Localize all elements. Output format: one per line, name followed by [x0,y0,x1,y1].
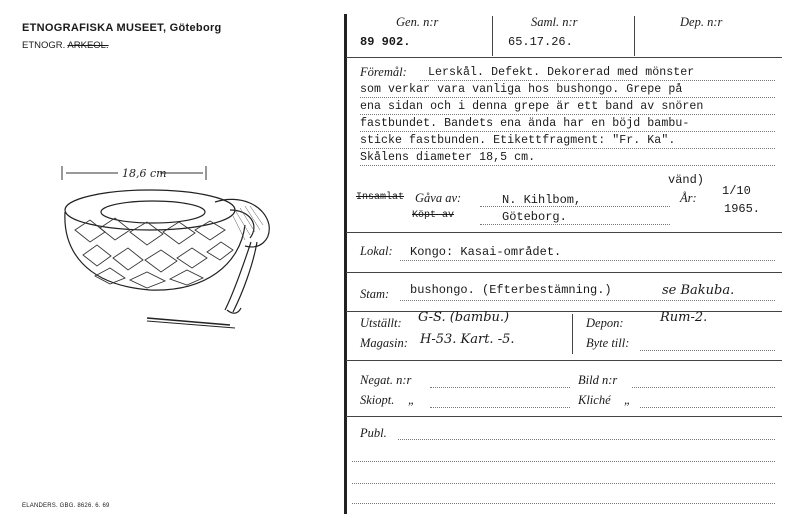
donor-city: Göteborg. [502,210,567,224]
department-line [22,40,109,51]
card-divider [344,14,347,514]
bild-label: Bild n:r [578,373,618,387]
section-line [346,360,782,361]
dotted-rule [632,387,775,388]
museum-title: ETNOGRAFISKA MUSEET, Göteborg [22,22,222,34]
utstallt-label: Utställt: [360,316,402,330]
negat-label: Negat. n:r [360,373,412,387]
skiopt-label: Skiopt. [360,393,395,407]
dotted-rule [430,407,570,408]
ar-value: 1/10 [722,184,751,198]
column-divider [492,16,493,56]
saml-number-value: 65.17.26. [508,35,573,49]
dotted-rule [360,165,775,166]
stam-handwritten: se Bakuba. [662,283,735,298]
dotted-rule [360,148,775,149]
insamlat-struck: Insamlat [356,192,405,203]
dotted-rule [480,206,670,207]
ar-note: vänd) [668,173,705,187]
skiopt-ditto: „ [408,393,415,407]
description-line: ena sidan och i denna grepe är ett band av snören [360,100,704,113]
gen-number-value: 89 902. [360,35,411,49]
dotted-rule [360,114,775,115]
utstallt-handwritten: G-S. (bambu.) [418,310,510,325]
byte-label: Byte till: [586,336,630,350]
dotted-rule [430,387,570,388]
column-divider [572,314,573,354]
section-line [346,416,782,417]
dotted-rule [352,483,775,484]
kliche-ditto: „ [624,393,631,407]
column-divider [634,16,635,56]
magasin-label: Magasin: [360,336,408,350]
dotted-rule [420,80,775,81]
dotted-rule [360,97,775,98]
section-line [346,311,782,312]
description-line: Lerskål. Defekt. Dekorerad med mönster [428,66,695,79]
dotted-rule [352,503,775,504]
kliche-label: Kliché [578,393,611,407]
bowl-sketch [55,180,295,345]
section-line [346,232,782,233]
saml-number-label: Saml. n:r [531,15,578,29]
dotted-rule [360,131,775,132]
section-line [346,57,782,58]
dotted-rule [480,224,670,225]
gen-number-label: Gen. n:r [396,15,439,29]
lokal-value: Kongo: Kasai-området. [410,245,562,259]
kopt-av-struck: Köpt av [412,210,455,221]
depon-handwritten: Rum-2. [660,310,708,325]
section-line [346,272,782,273]
measurement-annotation [60,160,210,182]
description-line: Skålens diameter 18,5 cm. [360,151,536,164]
measurement-text: 18,6 cm [122,167,167,180]
description-line: som verkar vara vanliga hos bushongo. Grepe på [360,83,683,96]
department-struck: ARKEOL. [67,40,109,51]
dep-number-label: Dep. n:r [680,15,723,29]
dotted-rule [640,407,775,408]
magasin-handwritten: H-53. Kart. -5. [420,332,515,347]
stam-label: Stam: [360,287,390,301]
foremal-label: Föremål: [360,65,407,79]
lokal-label: Lokal: [360,244,393,258]
dotted-rule [352,461,775,462]
ar-label: År: [680,191,697,205]
dotted-rule [640,350,775,351]
year-value: 1965. [724,202,761,216]
stam-value: bushongo. (Efterbestämning.) [410,283,612,297]
printer-imprint: ELANDERS. GBG. 8626. 6. 69 [22,503,110,509]
dotted-rule [400,260,775,261]
dotted-rule [400,300,775,301]
publ-label: Publ. [360,426,387,440]
department-prefix: ETNOGR. [22,40,66,51]
description-line: sticke fastbunden. Etikettfragment: "Fr. Ka". [360,134,676,147]
dotted-rule [398,439,775,440]
gava-label: Gåva av: [415,191,462,205]
donor-name: N. Kihlbom, [502,193,582,207]
depon-label: Depon: [586,316,624,330]
description-line: fastbundet. Bandets ena ända har en böjd bambu- [360,117,690,130]
